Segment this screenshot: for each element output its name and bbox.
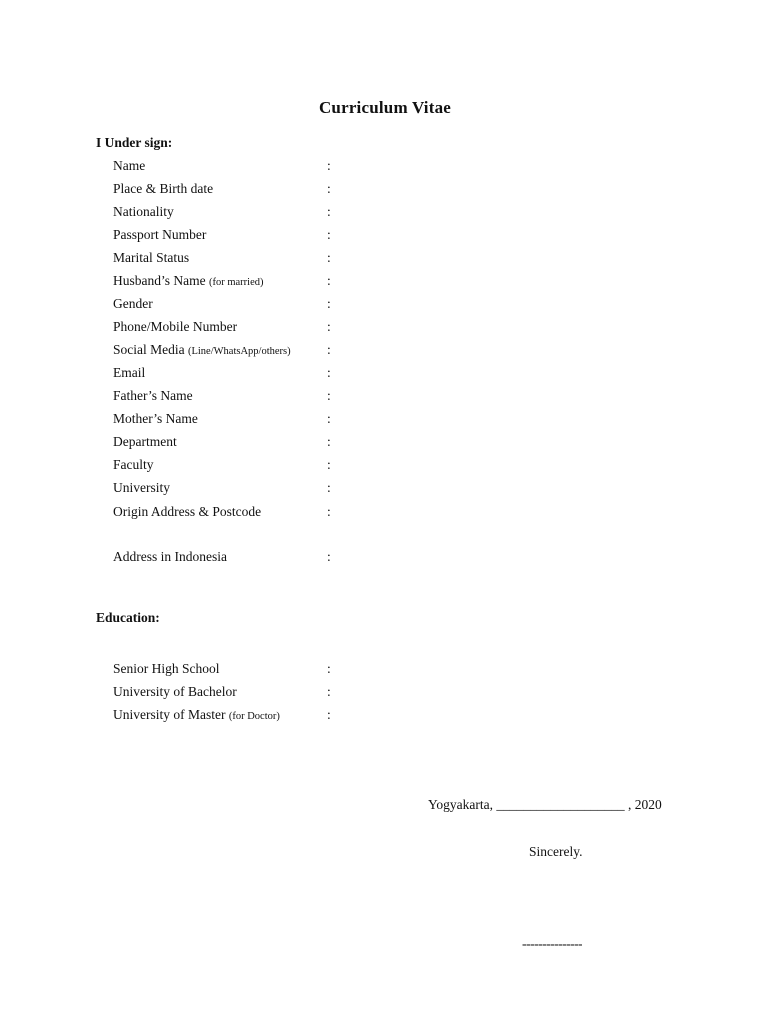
field-label: Father’s Name	[113, 388, 193, 403]
field-colon: :	[327, 388, 331, 403]
field-colon: :	[327, 480, 331, 495]
field-row-place-birth-date	[113, 180, 353, 198]
field-colon: :	[327, 158, 331, 173]
field-label: Faculty	[113, 457, 154, 472]
field-label: Senior High School	[113, 661, 220, 676]
education-section-heading: Education:	[96, 610, 160, 625]
field-colon: :	[327, 457, 331, 472]
field-note: (for married)	[208, 277, 264, 288]
field-row-university-of-bachelor	[113, 683, 353, 701]
field-colon: :	[327, 504, 331, 519]
field-row-social-media	[113, 341, 353, 359]
field-label: Marital Status	[113, 250, 190, 265]
field-row-university	[113, 479, 353, 497]
field-colon: :	[327, 661, 331, 676]
field-row-name	[113, 157, 353, 175]
signature-line: ---------------	[522, 936, 582, 951]
field-label: Passport Number	[113, 227, 207, 242]
field-colon: :	[327, 273, 331, 288]
field-label: Place & Birth date	[113, 181, 214, 196]
field-row-university-of-master	[113, 706, 353, 724]
field-colon: :	[327, 319, 331, 334]
personal-section-heading: I Under sign:	[96, 135, 173, 150]
field-colon: :	[327, 204, 331, 219]
field-row-department	[113, 433, 353, 451]
field-note: (for Doctor)	[228, 711, 280, 722]
field-colon: :	[327, 181, 331, 196]
field-colon: :	[327, 296, 331, 311]
field-colon: :	[327, 227, 331, 242]
field-label: Address in Indonesia	[113, 549, 227, 564]
field-label: Mother’s Name	[113, 411, 198, 426]
place-date-line: Yogyakarta, ___________________ , 2020	[428, 797, 662, 812]
field-label: University of Bachelor	[113, 684, 237, 699]
field-row-senior-high-school	[113, 660, 353, 678]
field-colon: :	[327, 365, 331, 380]
field-label: University of Master (for Doctor)	[113, 707, 280, 722]
field-label: Nationality	[113, 204, 174, 219]
field-label: Origin Address & Postcode	[113, 504, 262, 519]
field-colon: :	[327, 411, 331, 426]
field-colon: :	[327, 250, 331, 265]
field-row-address-in-indonesia	[113, 548, 353, 566]
field-colon: :	[327, 549, 331, 564]
field-row-father-name	[113, 387, 353, 405]
field-row-origin-address	[113, 503, 353, 521]
field-colon: :	[327, 342, 331, 357]
field-row-marital-status	[113, 249, 353, 267]
field-label: University	[113, 480, 170, 495]
field-colon: :	[327, 434, 331, 449]
field-colon: :	[327, 684, 331, 699]
closing-text: Sincerely.	[529, 844, 583, 859]
field-label: Husband’s Name (for married)	[113, 273, 264, 288]
field-label: Social Media (Line/WhatsApp/others)	[113, 342, 291, 357]
field-colon: :	[327, 707, 331, 722]
field-label: Gender	[113, 296, 153, 311]
field-label: Name	[113, 158, 146, 173]
field-row-gender	[113, 295, 353, 313]
document-title: Curriculum Vitae	[318, 98, 452, 117]
field-row-email	[113, 364, 353, 382]
field-row-passport-number	[113, 226, 353, 244]
field-row-husband-name	[113, 272, 353, 290]
field-label: Phone/Mobile Number	[113, 319, 238, 334]
field-row-nationality	[113, 203, 353, 221]
field-row-phone-mobile-number	[113, 318, 353, 336]
field-row-faculty	[113, 456, 353, 474]
field-label: Department	[113, 434, 177, 449]
field-label: Email	[113, 365, 146, 380]
field-note: (Line/WhatsApp/others)	[187, 346, 291, 357]
field-row-mother-name	[113, 410, 353, 428]
